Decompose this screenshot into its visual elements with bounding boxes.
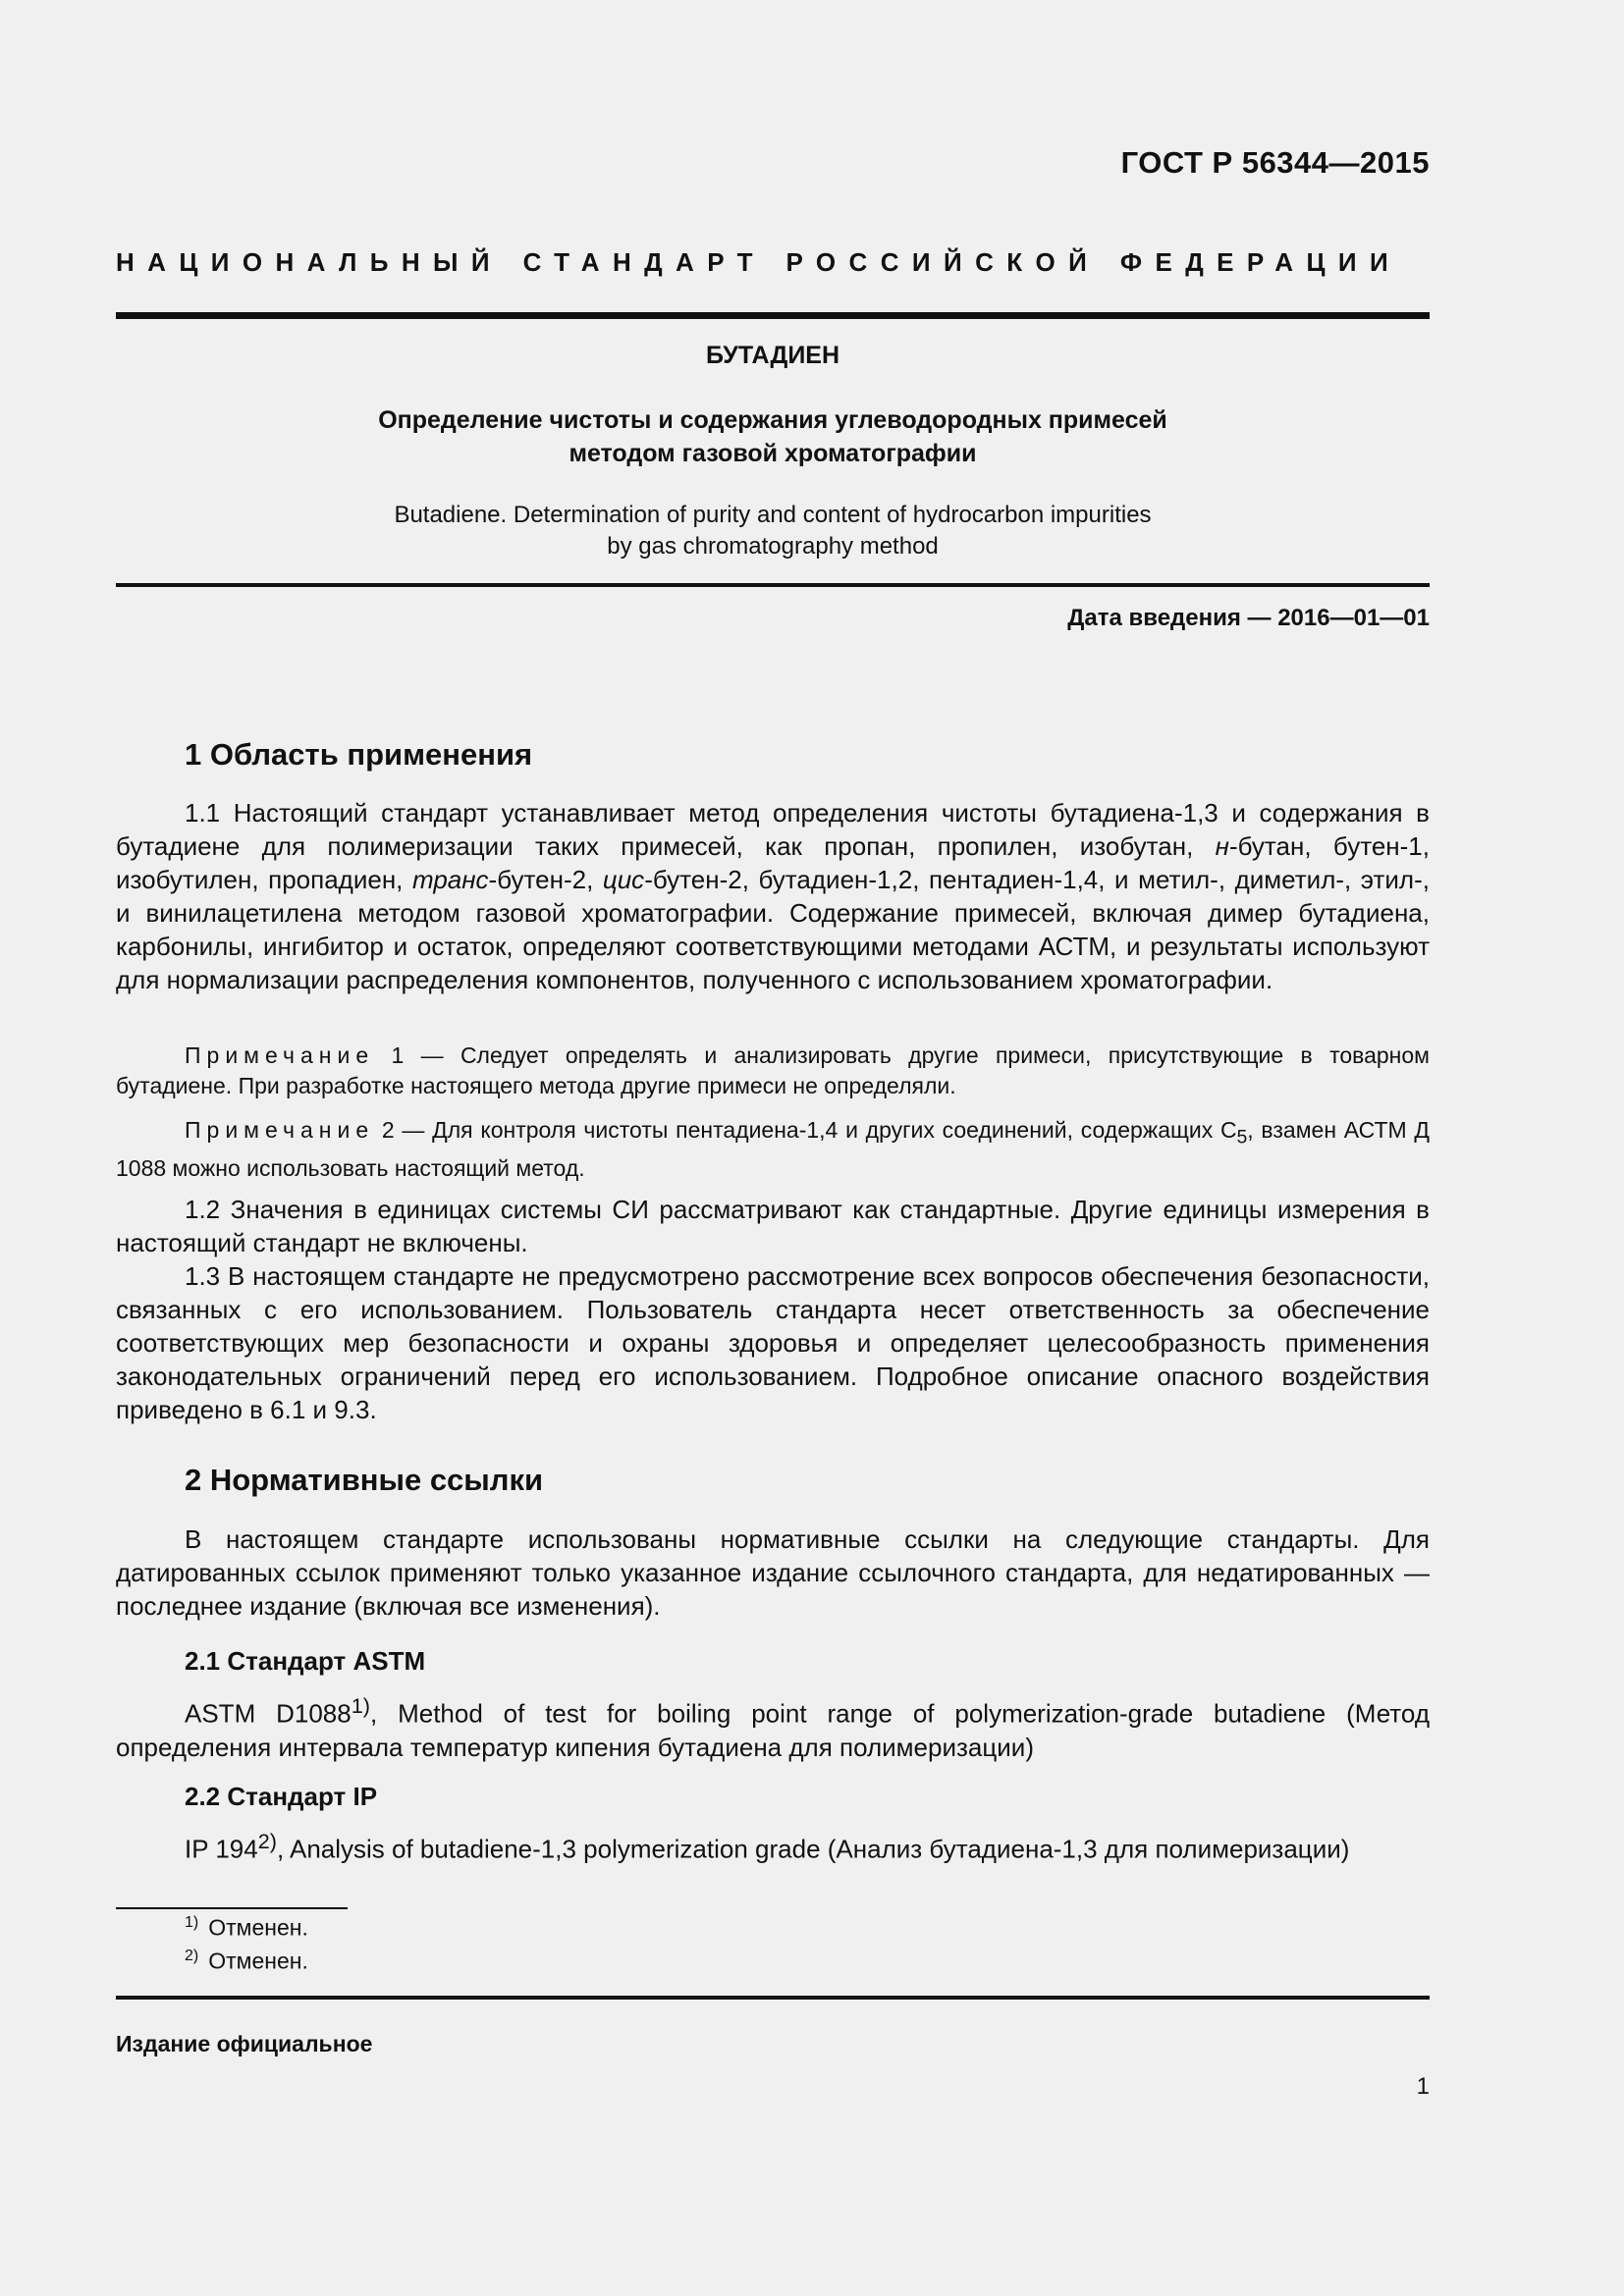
title-rule (116, 583, 1430, 587)
english-title-line-2: by gas chromatography method (607, 533, 939, 560)
section-2-intro: В настоящем стандарте использованы нормативные ссылки на следующие стандарты. Для датированных ссылок применяют только указанное издание ссылочного стандарта, для недатированных — последнее издание (включая все изменения). (116, 1524, 1430, 1621)
national-standard-header: НАЦИОНАЛЬНЫЙ СТАНДАРТ РОССИЙСКОЙ ФЕДЕРАЦИИ (116, 247, 1402, 277)
ip-reference: IP 194$^{2)}$, Analysis of butadiene-1,3 polymerization grade (Анализ бутадиена-1,3 для полимеризации) (185, 1829, 1350, 1864)
footnote-rule (116, 1907, 348, 1909)
footnote-2: $^{2)}$ Отменен. (185, 1948, 308, 1974)
note-2: Примечание 2 — Для контроля чистоты пентадиена-1,4 и других соединений, содержащих $С_5$, взамен АСТМ Д 1088 можно использовать настоящий метод. (116, 1117, 1430, 1181)
document-number: ГОСТ Р 56344—2015 (1120, 145, 1430, 180)
english-title (116, 500, 1430, 562)
header-rule (116, 312, 1430, 319)
note-1: Примечание 1 — Следует определять и анализировать другие примеси, присутствующие в товарном бутадиене. При разработке настоящего метода другие примеси не определяли. (116, 1042, 1430, 1098)
section-1-3-paragraph: 1.3 В настоящем стандарте не предусмотрено рассмотрение всех вопросов обеспечения безопасности, связанных с его использованием. Пользователь стандарта несет ответственность за обеспечение соответствующих мер безопасности и охраны здоровья и определяет целесообразность применения законодательных ограничений перед его использованием. Подробное описание опасного воздействия приведено в 6.1 и 9.3. (116, 1261, 1430, 1424)
document-title: БУТАДИЕН (705, 342, 840, 369)
english-title-line-1: Butadiene. Determination of purity and content of hydrocarbon impurities (394, 502, 1152, 528)
footnote-1: $^{1)}$ Отменен. (185, 1914, 308, 1941)
section-1-2-paragraph: 1.2 Значения в единицах системы СИ рассматривают как стандартные. Другие единицы измерения в настоящий стандарт не включены. (116, 1195, 1430, 1257)
section-2-1-heading: 2.1 Стандарт ASTM (185, 1646, 426, 1676)
section-1-1-paragraph: 1.1 Настоящий стандарт устанавливает метод определения чистоты бутадиена-1,3 и содержания в бутадиене для полимеризации таких примесей, как пропан, пропилен, изобутан, н-бутан, бутен-1, изобутилен, пропадиен, транс-бутен-2, цис-бутен-2, бутадиен-1,2, пентадиен-1,4, и метил-, диметил-, этил-, и винилацетилена методом газовой хроматографии. Содержание примесей, включая димер бутадиена, карбонилы, ингибитор и остаток, определяют соответствующими методами АСТМ, и результаты используют для нормализации распределения компонентов, полученного с использованием хроматографии. (116, 798, 1430, 994)
footer-rule (116, 1996, 1430, 2000)
subtitle-line-2: методом газовой хроматографии (568, 440, 977, 467)
official-edition-label: Издание официальное (116, 2031, 373, 2056)
section-2-heading: 2 Нормативные ссылки (185, 1463, 544, 1497)
introduction-date: Дата введения — 2016—01—01 (1067, 605, 1430, 631)
document-subtitle (116, 403, 1430, 470)
section-1-heading: 1 Область применения (185, 737, 533, 772)
subtitle-line-1: Определение чистоты и содержания углеводородных примесей (378, 406, 1167, 434)
astm-reference: ASTM D1088$^{1)}$, Method of test for boiling point range of polymerization-grade butadiene (Метод определения интервала температур кипения бутадиена для полимеризации) (116, 1693, 1430, 1762)
section-2-2-heading: 2.2 Стандарт IP (185, 1782, 378, 1811)
page-number: 1 (1416, 2073, 1430, 2100)
section-1-2-3-paragraphs (116, 1193, 1430, 1426)
